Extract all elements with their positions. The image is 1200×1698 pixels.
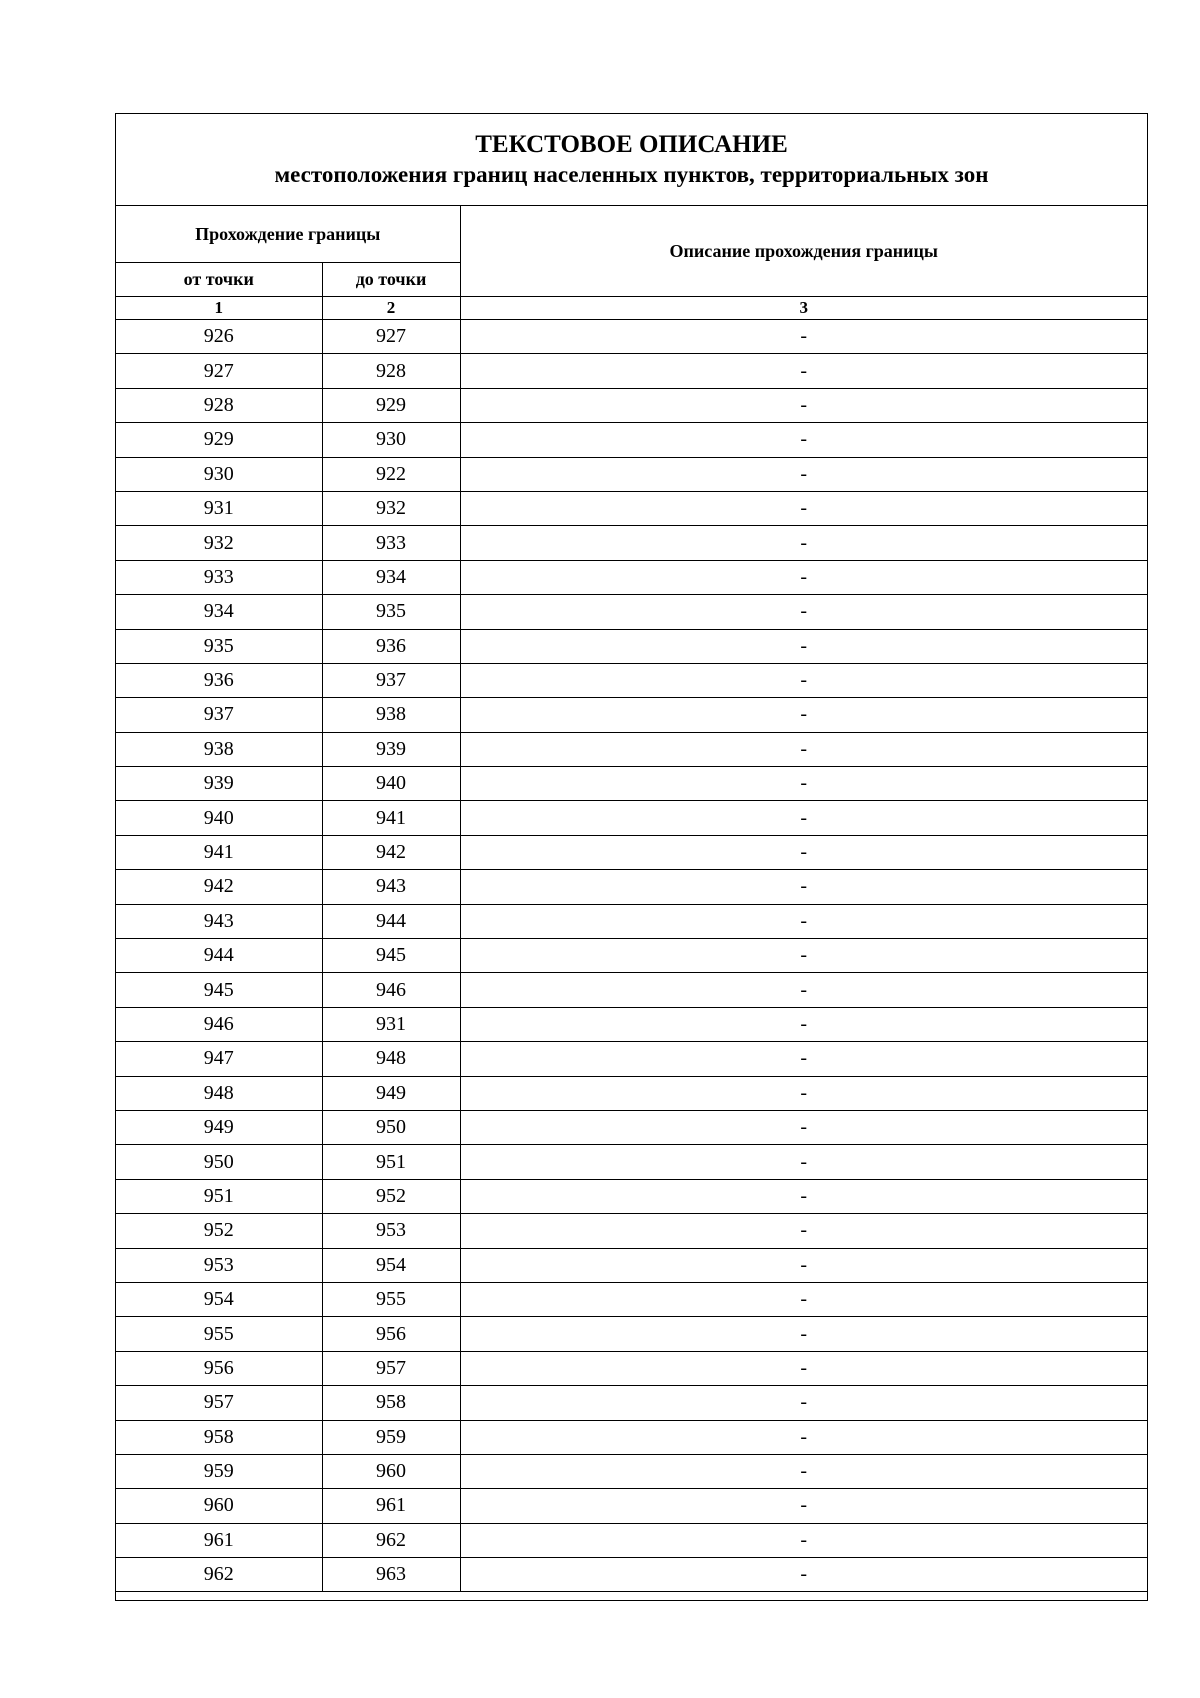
cell-description: - — [460, 698, 1147, 732]
table-row — [116, 560, 1147, 594]
cell-to-point: 932 — [322, 491, 460, 525]
cell-to-point: 959 — [322, 1420, 460, 1454]
cell-description: - — [460, 1248, 1147, 1282]
table-row — [116, 1007, 1147, 1041]
cell-from-point: 929 — [116, 423, 322, 457]
table-row — [116, 1351, 1147, 1385]
cell-from-point: 944 — [116, 939, 322, 973]
cell-description: - — [460, 1214, 1147, 1248]
cell-from-point: 958 — [116, 1420, 322, 1454]
table-row — [116, 595, 1147, 629]
cell-to-point: 931 — [322, 1007, 460, 1041]
cell-from-point: 959 — [116, 1454, 322, 1488]
header-from-point: от точки — [116, 263, 322, 297]
cell-to-point: 954 — [322, 1248, 460, 1282]
cell-from-point: 951 — [116, 1179, 322, 1213]
table-row — [116, 973, 1147, 1007]
cell-from-point: 936 — [116, 663, 322, 697]
header-to-point: до точки — [322, 263, 460, 297]
table-row — [116, 1042, 1147, 1076]
cell-description: - — [460, 1076, 1147, 1110]
cell-to-point: 933 — [322, 526, 460, 560]
table-row — [116, 1386, 1147, 1420]
table-row — [116, 354, 1147, 388]
cell-from-point: 943 — [116, 904, 322, 938]
cell-from-point: 926 — [116, 320, 322, 354]
table-row — [116, 1179, 1147, 1213]
table-row — [116, 1282, 1147, 1316]
cell-from-point: 946 — [116, 1007, 322, 1041]
cell-to-point: 958 — [322, 1386, 460, 1420]
cell-from-point: 945 — [116, 973, 322, 1007]
table-row — [116, 1558, 1147, 1592]
table-row — [116, 1248, 1147, 1282]
cell-from-point: 932 — [116, 526, 322, 560]
column-number-1: 1 — [116, 297, 322, 320]
cell-to-point: 930 — [322, 423, 460, 457]
cell-description: - — [460, 388, 1147, 422]
table-row — [116, 423, 1147, 457]
cell-description: - — [460, 1317, 1147, 1351]
table-row — [116, 1420, 1147, 1454]
cell-to-point: 929 — [322, 388, 460, 422]
table-row — [116, 1454, 1147, 1488]
cell-description: - — [460, 835, 1147, 869]
table-row — [116, 1145, 1147, 1179]
cell-to-point: 941 — [322, 801, 460, 835]
table-row — [116, 1214, 1147, 1248]
cell-from-point: 940 — [116, 801, 322, 835]
boundary-table — [116, 206, 1147, 1592]
cell-description: - — [460, 1110, 1147, 1144]
cell-from-point: 933 — [116, 560, 322, 594]
table-row — [116, 663, 1147, 697]
cell-from-point: 941 — [116, 835, 322, 869]
cell-to-point: 945 — [322, 939, 460, 973]
cell-to-point: 962 — [322, 1523, 460, 1557]
cell-description: - — [460, 1523, 1147, 1557]
cell-to-point: 922 — [322, 457, 460, 491]
cell-description: - — [460, 491, 1147, 525]
cell-from-point: 937 — [116, 698, 322, 732]
table-row — [116, 939, 1147, 973]
cell-description: - — [460, 1042, 1147, 1076]
cell-from-point: 962 — [116, 1558, 322, 1592]
cell-from-point: 948 — [116, 1076, 322, 1110]
table-row — [116, 904, 1147, 938]
cell-description: - — [460, 423, 1147, 457]
cell-to-point: 927 — [322, 320, 460, 354]
cell-to-point: 936 — [322, 629, 460, 663]
table-row — [116, 732, 1147, 766]
cell-to-point: 942 — [322, 835, 460, 869]
cell-to-point: 940 — [322, 767, 460, 801]
document-frame — [115, 113, 1148, 1601]
cell-to-point: 948 — [322, 1042, 460, 1076]
cell-to-point: 952 — [322, 1179, 460, 1213]
cell-description: - — [460, 767, 1147, 801]
cell-description: - — [460, 973, 1147, 1007]
document-subtitle: местоположения границ населенных пунктов, территориальных зон — [274, 162, 989, 187]
cell-to-point: 938 — [322, 698, 460, 732]
cell-from-point: 934 — [116, 595, 322, 629]
cell-to-point: 928 — [322, 354, 460, 388]
table-row — [116, 1076, 1147, 1110]
cell-from-point: 961 — [116, 1523, 322, 1557]
table-row — [116, 1523, 1147, 1557]
cell-to-point: 950 — [322, 1110, 460, 1144]
column-number-2: 2 — [322, 297, 460, 320]
cell-from-point: 942 — [116, 870, 322, 904]
cell-from-point: 931 — [116, 491, 322, 525]
cell-description: - — [460, 1558, 1147, 1592]
column-number-3: 3 — [460, 297, 1147, 320]
cell-from-point: 954 — [116, 1282, 322, 1316]
cell-from-point: 956 — [116, 1351, 322, 1385]
cell-from-point: 947 — [116, 1042, 322, 1076]
table-row — [116, 801, 1147, 835]
cell-from-point: 938 — [116, 732, 322, 766]
cell-to-point: 935 — [322, 595, 460, 629]
cell-from-point: 960 — [116, 1489, 322, 1523]
table-row — [116, 388, 1147, 422]
cell-to-point: 955 — [322, 1282, 460, 1316]
cell-from-point: 955 — [116, 1317, 322, 1351]
table-row — [116, 1489, 1147, 1523]
cell-description: - — [460, 560, 1147, 594]
cell-to-point: 939 — [322, 732, 460, 766]
cell-to-point: 956 — [322, 1317, 460, 1351]
cell-to-point: 949 — [322, 1076, 460, 1110]
cell-description: - — [460, 939, 1147, 973]
table-row — [116, 320, 1147, 354]
table-row — [116, 526, 1147, 560]
cell-description: - — [460, 1454, 1147, 1488]
cell-description: - — [460, 457, 1147, 491]
cell-description: - — [460, 1282, 1147, 1316]
title-block — [116, 114, 1147, 206]
cell-description: - — [460, 1145, 1147, 1179]
cell-from-point: 927 — [116, 354, 322, 388]
cell-from-point: 949 — [116, 1110, 322, 1144]
table-row — [116, 1317, 1147, 1351]
cell-to-point: 946 — [322, 973, 460, 1007]
cell-description: - — [460, 1489, 1147, 1523]
cell-from-point: 939 — [116, 767, 322, 801]
table-body — [116, 320, 1147, 1592]
cell-to-point: 953 — [322, 1214, 460, 1248]
cell-description: - — [460, 320, 1147, 354]
cell-to-point: 944 — [322, 904, 460, 938]
table-row — [116, 835, 1147, 869]
cell-description: - — [460, 663, 1147, 697]
table-row — [116, 1110, 1147, 1144]
cell-to-point: 963 — [322, 1558, 460, 1592]
cell-from-point: 950 — [116, 1145, 322, 1179]
cell-description: - — [460, 595, 1147, 629]
table-row — [116, 491, 1147, 525]
document-title: ТЕКСТОВОЕ ОПИСАНИЕ — [475, 131, 788, 158]
cell-to-point: 937 — [322, 663, 460, 697]
header-boundary-passage: Прохождение границы — [116, 206, 460, 263]
cell-to-point: 934 — [322, 560, 460, 594]
cell-from-point: 935 — [116, 629, 322, 663]
cell-to-point: 957 — [322, 1351, 460, 1385]
table-row — [116, 629, 1147, 663]
cell-description: - — [460, 354, 1147, 388]
table-row — [116, 457, 1147, 491]
cell-from-point: 957 — [116, 1386, 322, 1420]
cell-description: - — [460, 1179, 1147, 1213]
cell-description: - — [460, 1386, 1147, 1420]
table-row — [116, 870, 1147, 904]
cell-description: - — [460, 1351, 1147, 1385]
cell-description: - — [460, 1420, 1147, 1454]
cell-to-point: 951 — [322, 1145, 460, 1179]
cell-to-point: 961 — [322, 1489, 460, 1523]
cell-description: - — [460, 526, 1147, 560]
cell-to-point: 960 — [322, 1454, 460, 1488]
cell-from-point: 953 — [116, 1248, 322, 1282]
cell-to-point: 943 — [322, 870, 460, 904]
cell-description: - — [460, 1007, 1147, 1041]
cell-from-point: 928 — [116, 388, 322, 422]
table-row — [116, 767, 1147, 801]
cell-description: - — [460, 870, 1147, 904]
cell-from-point: 952 — [116, 1214, 322, 1248]
cell-description: - — [460, 801, 1147, 835]
table-row — [116, 698, 1147, 732]
cell-from-point: 930 — [116, 457, 322, 491]
cell-description: - — [460, 732, 1147, 766]
header-description: Описание прохождения границы — [460, 206, 1147, 297]
cell-description: - — [460, 629, 1147, 663]
cell-description: - — [460, 904, 1147, 938]
